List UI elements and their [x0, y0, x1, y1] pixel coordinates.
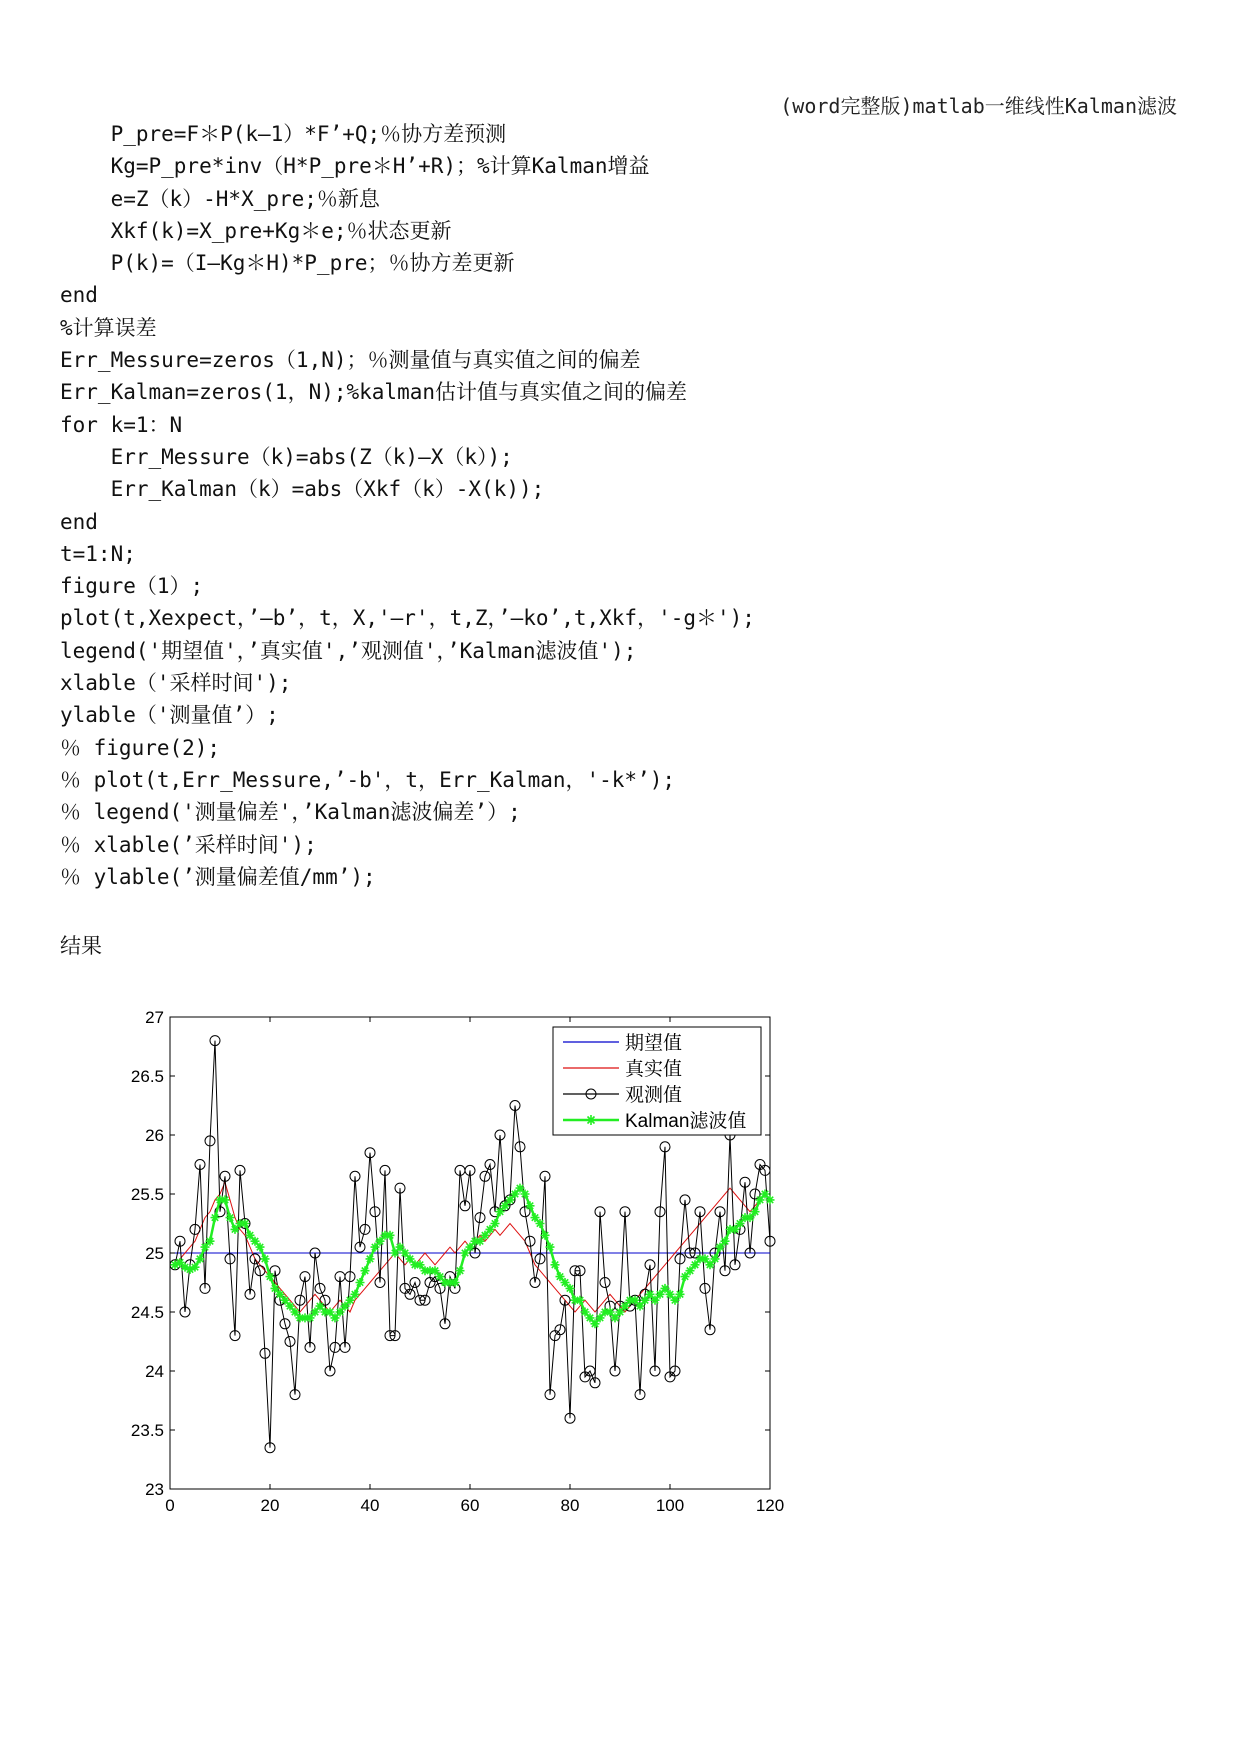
kalman-point	[526, 1201, 535, 1210]
code-line: Err_Kalman（k）=abs（Xkf（k）-X(k));	[60, 477, 545, 502]
kalman-point	[711, 1254, 720, 1263]
code-line: Err_Messure（k)=abs(Z（k)—X（k）);	[60, 444, 513, 469]
kalman-point	[266, 1272, 275, 1281]
kalman-point	[211, 1213, 220, 1222]
y-tick-label: 23.5	[130, 1421, 164, 1440]
code-line: ％ figure(2);	[60, 735, 221, 760]
kalman-point	[361, 1266, 370, 1275]
legend-label: Kalman滤波值	[625, 1111, 747, 1132]
kalman-point	[351, 1290, 360, 1299]
page-header: (word完整版)matlab一维线性Kalman滤波	[780, 94, 1177, 118]
legend-marker	[586, 1115, 596, 1125]
code-line: legend('期望值'，’真实值',’观测值'，’Kalman滤波值');	[60, 638, 637, 663]
y-tick-label: 23	[145, 1480, 164, 1499]
x-tick-label: 120	[755, 1496, 785, 1515]
kalman-point	[366, 1254, 375, 1263]
kalman-point	[206, 1237, 215, 1246]
kalman-point	[551, 1260, 560, 1269]
y-tick-label: 24	[145, 1362, 164, 1381]
kalman-point	[546, 1243, 555, 1252]
kalman-point	[751, 1207, 760, 1216]
legend-label: 观测值	[625, 1085, 683, 1106]
kalman-point	[521, 1190, 530, 1199]
y-tick-label: 27	[145, 1008, 164, 1027]
code-line: plot(t,Xexpect，’—b’，t，X,'—r'，t,Z，’—ko’,t,Xkf，'-g＊');	[60, 606, 755, 631]
code-line: xlable（'采样时间');	[60, 671, 292, 696]
kalman-point	[356, 1278, 365, 1287]
y-tick-label: 25.5	[130, 1185, 164, 1204]
kalman-point	[536, 1219, 545, 1228]
kalman-point	[451, 1278, 460, 1287]
y-tick-label: 26	[145, 1126, 164, 1145]
x-tick-label: 0	[165, 1496, 175, 1515]
code-line: for k=1：N	[60, 412, 183, 437]
kalman-figure	[110, 995, 790, 1525]
code-line: e=Z（k）-H*X_pre;％新息	[60, 186, 380, 211]
kalman-point	[721, 1237, 730, 1246]
kalman-point	[676, 1290, 685, 1299]
code-line: Kg=P_pre*inv（H*P_pre＊H’+R)；%计算Kalman增益	[60, 154, 650, 179]
code-line: ％ plot(t,Err_Messure,’-b'，t，Err_Kalman，'-k*’);	[60, 767, 676, 792]
code-line: end	[60, 283, 98, 308]
code-line: P(k)=（I—Kg＊H)*P_pre；％协方差更新	[60, 251, 515, 276]
result-label: 结果	[60, 934, 102, 958]
kalman-point	[241, 1219, 250, 1228]
code-line: end	[60, 509, 98, 534]
code-line: ％ ylable(’测量偏差值/mm’);	[60, 864, 376, 889]
kalman-point	[261, 1254, 270, 1263]
y-tick-label: 26.5	[130, 1067, 164, 1086]
kalman-point	[766, 1195, 775, 1204]
code-line: Xkf(k)=X_pre+Kg＊e;％状态更新	[60, 218, 452, 243]
y-tick-label: 24.5	[130, 1303, 164, 1322]
code-line: ylable（'测量值’）;	[60, 703, 279, 728]
kalman-point	[256, 1243, 265, 1252]
kalman-point	[541, 1231, 550, 1240]
x-tick-label: 20	[260, 1496, 280, 1515]
kalman-point	[191, 1263, 200, 1272]
kalman-point	[196, 1254, 205, 1263]
x-tick-label: 100	[655, 1496, 685, 1515]
x-tick-label: 40	[360, 1496, 380, 1515]
y-tick-label: 25	[145, 1244, 164, 1263]
legend-label: 真实值	[625, 1059, 683, 1080]
kalman-point	[491, 1219, 500, 1228]
kalman-point	[456, 1266, 465, 1275]
kalman-point	[576, 1296, 585, 1305]
kalman-point	[221, 1195, 230, 1204]
kalman-point	[566, 1284, 575, 1293]
code-listing	[60, 118, 755, 893]
x-tick-label: 80	[560, 1496, 580, 1515]
kalman-point	[226, 1213, 235, 1222]
code-line: P_pre=F＊P(k—1）*F’+Q;％协方差预测	[60, 122, 507, 146]
x-tick-label: 60	[460, 1496, 480, 1515]
code-line: t=1:N;	[60, 541, 136, 566]
code-line: Err_Kalman=zeros(1，N);%kalman估计值与真实值之间的偏差	[60, 380, 688, 405]
code-line: figure（1）;	[60, 574, 204, 599]
code-line: %计算误差	[60, 315, 157, 340]
legend-label: 期望值	[625, 1033, 683, 1054]
kalman-point	[386, 1231, 395, 1240]
code-line: ％ legend('测量偏差'，’Kalman滤波偏差’）;	[60, 800, 521, 825]
code-line: Err_Messure=zeros（1,N)；％测量值与真实值之间的偏差	[60, 348, 641, 373]
code-line: ％ xlable(’采样时间');	[60, 832, 317, 857]
